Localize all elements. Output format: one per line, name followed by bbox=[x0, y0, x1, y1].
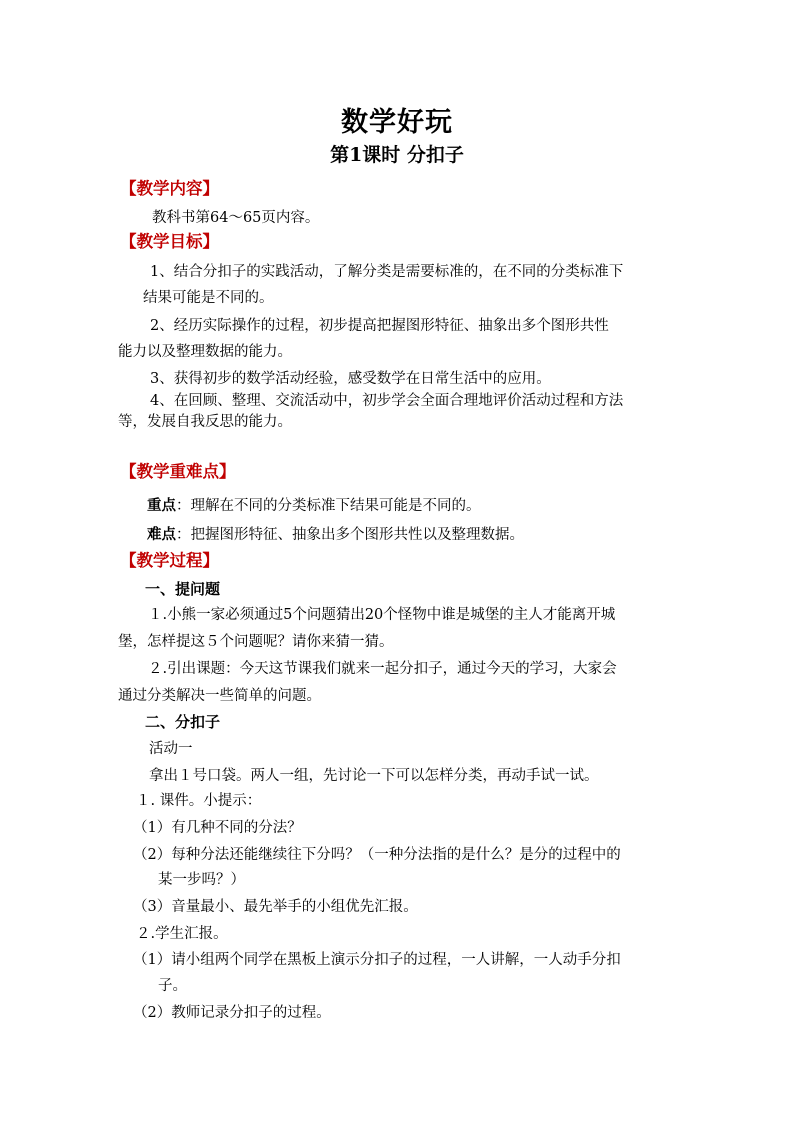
goal-line: 1、结合分扣子的实践活动，了解分类是需要标准的，在不同的分类标准下 bbox=[150, 264, 624, 280]
process-line: （2）教师记录分扣子的过程。 bbox=[133, 1005, 331, 1021]
process-line: （2）每种分法还能继续往下分吗？（一种分法指的是什么？是分的过程中的 bbox=[133, 847, 621, 863]
page-title: 数学好玩 bbox=[341, 107, 453, 138]
process-line: ２.学生汇报。 bbox=[136, 926, 228, 942]
difficult-point: 难点：把握图形特征、抽象出多个图形共性以及整理数据。 bbox=[147, 526, 524, 543]
section-heading-process: 【教学过程】 bbox=[120, 551, 219, 570]
page-subtitle: 第1课时 分扣子 bbox=[330, 144, 464, 166]
section-heading-keypoints: 【教学重难点】 bbox=[120, 462, 236, 481]
process-line: 拿出１号口袋。两人一组，先讨论一下可以怎样分类，再动手试一试。 bbox=[149, 768, 599, 784]
process-line: １.小熊一家必须通过5个问题猜出20个怪物中谁是城堡的主人才能离开城 bbox=[148, 607, 616, 623]
process-line: （3）音量最小、最先举手的小组优先汇报。 bbox=[133, 899, 418, 915]
section-heading-content: 【教学内容】 bbox=[120, 179, 219, 198]
process-line: 堡，怎样提这５个问题呢？请你来猜一猜。 bbox=[118, 634, 394, 650]
section-heading-goals: 【教学目标】 bbox=[120, 232, 219, 251]
process-part1-title: 一、提问题 bbox=[145, 580, 221, 598]
process-line: 子。 bbox=[158, 978, 187, 994]
process-line: （1）有几种不同的分法？ bbox=[133, 820, 302, 836]
process-line: 通过分类解决一些简单的问题。 bbox=[118, 688, 321, 704]
key-point: 重点：理解在不同的分类标准下结果可能是不同的。 bbox=[147, 497, 481, 514]
process-line: 活动一 bbox=[149, 741, 193, 757]
process-line: １. 课件。小提示： bbox=[136, 793, 262, 809]
content-text: 教科书第64～65页内容。 bbox=[152, 210, 320, 226]
goal-line: 4、在回顾、整理、交流活动中，初步学会全面合理地评价活动过程和方法 bbox=[150, 393, 624, 409]
goal-line: 等，发展自我反思的能力。 bbox=[118, 414, 292, 430]
goal-line: 2、经历实际操作的过程，初步提高把握图形特征、抽象出多个图形共性 bbox=[150, 318, 609, 334]
goal-line: 3、获得初步的数学活动经验，感受数学在日常生活中的应用。 bbox=[150, 371, 551, 387]
goal-line: 能力以及整理数据的能力。 bbox=[118, 344, 292, 360]
process-line: （1）请小组两个同学在黑板上演示分扣子的过程，一人讲解，一人动手分扣 bbox=[133, 952, 621, 968]
process-line: ２.引出课题：今天这节课我们就来一起分扣子，通过今天的学习，大家会 bbox=[148, 661, 617, 677]
process-part2-title: 二、分扣子 bbox=[145, 713, 221, 731]
goal-line: 结果可能是不同的。 bbox=[143, 290, 274, 306]
process-line: 某一步吗？） bbox=[158, 872, 245, 888]
